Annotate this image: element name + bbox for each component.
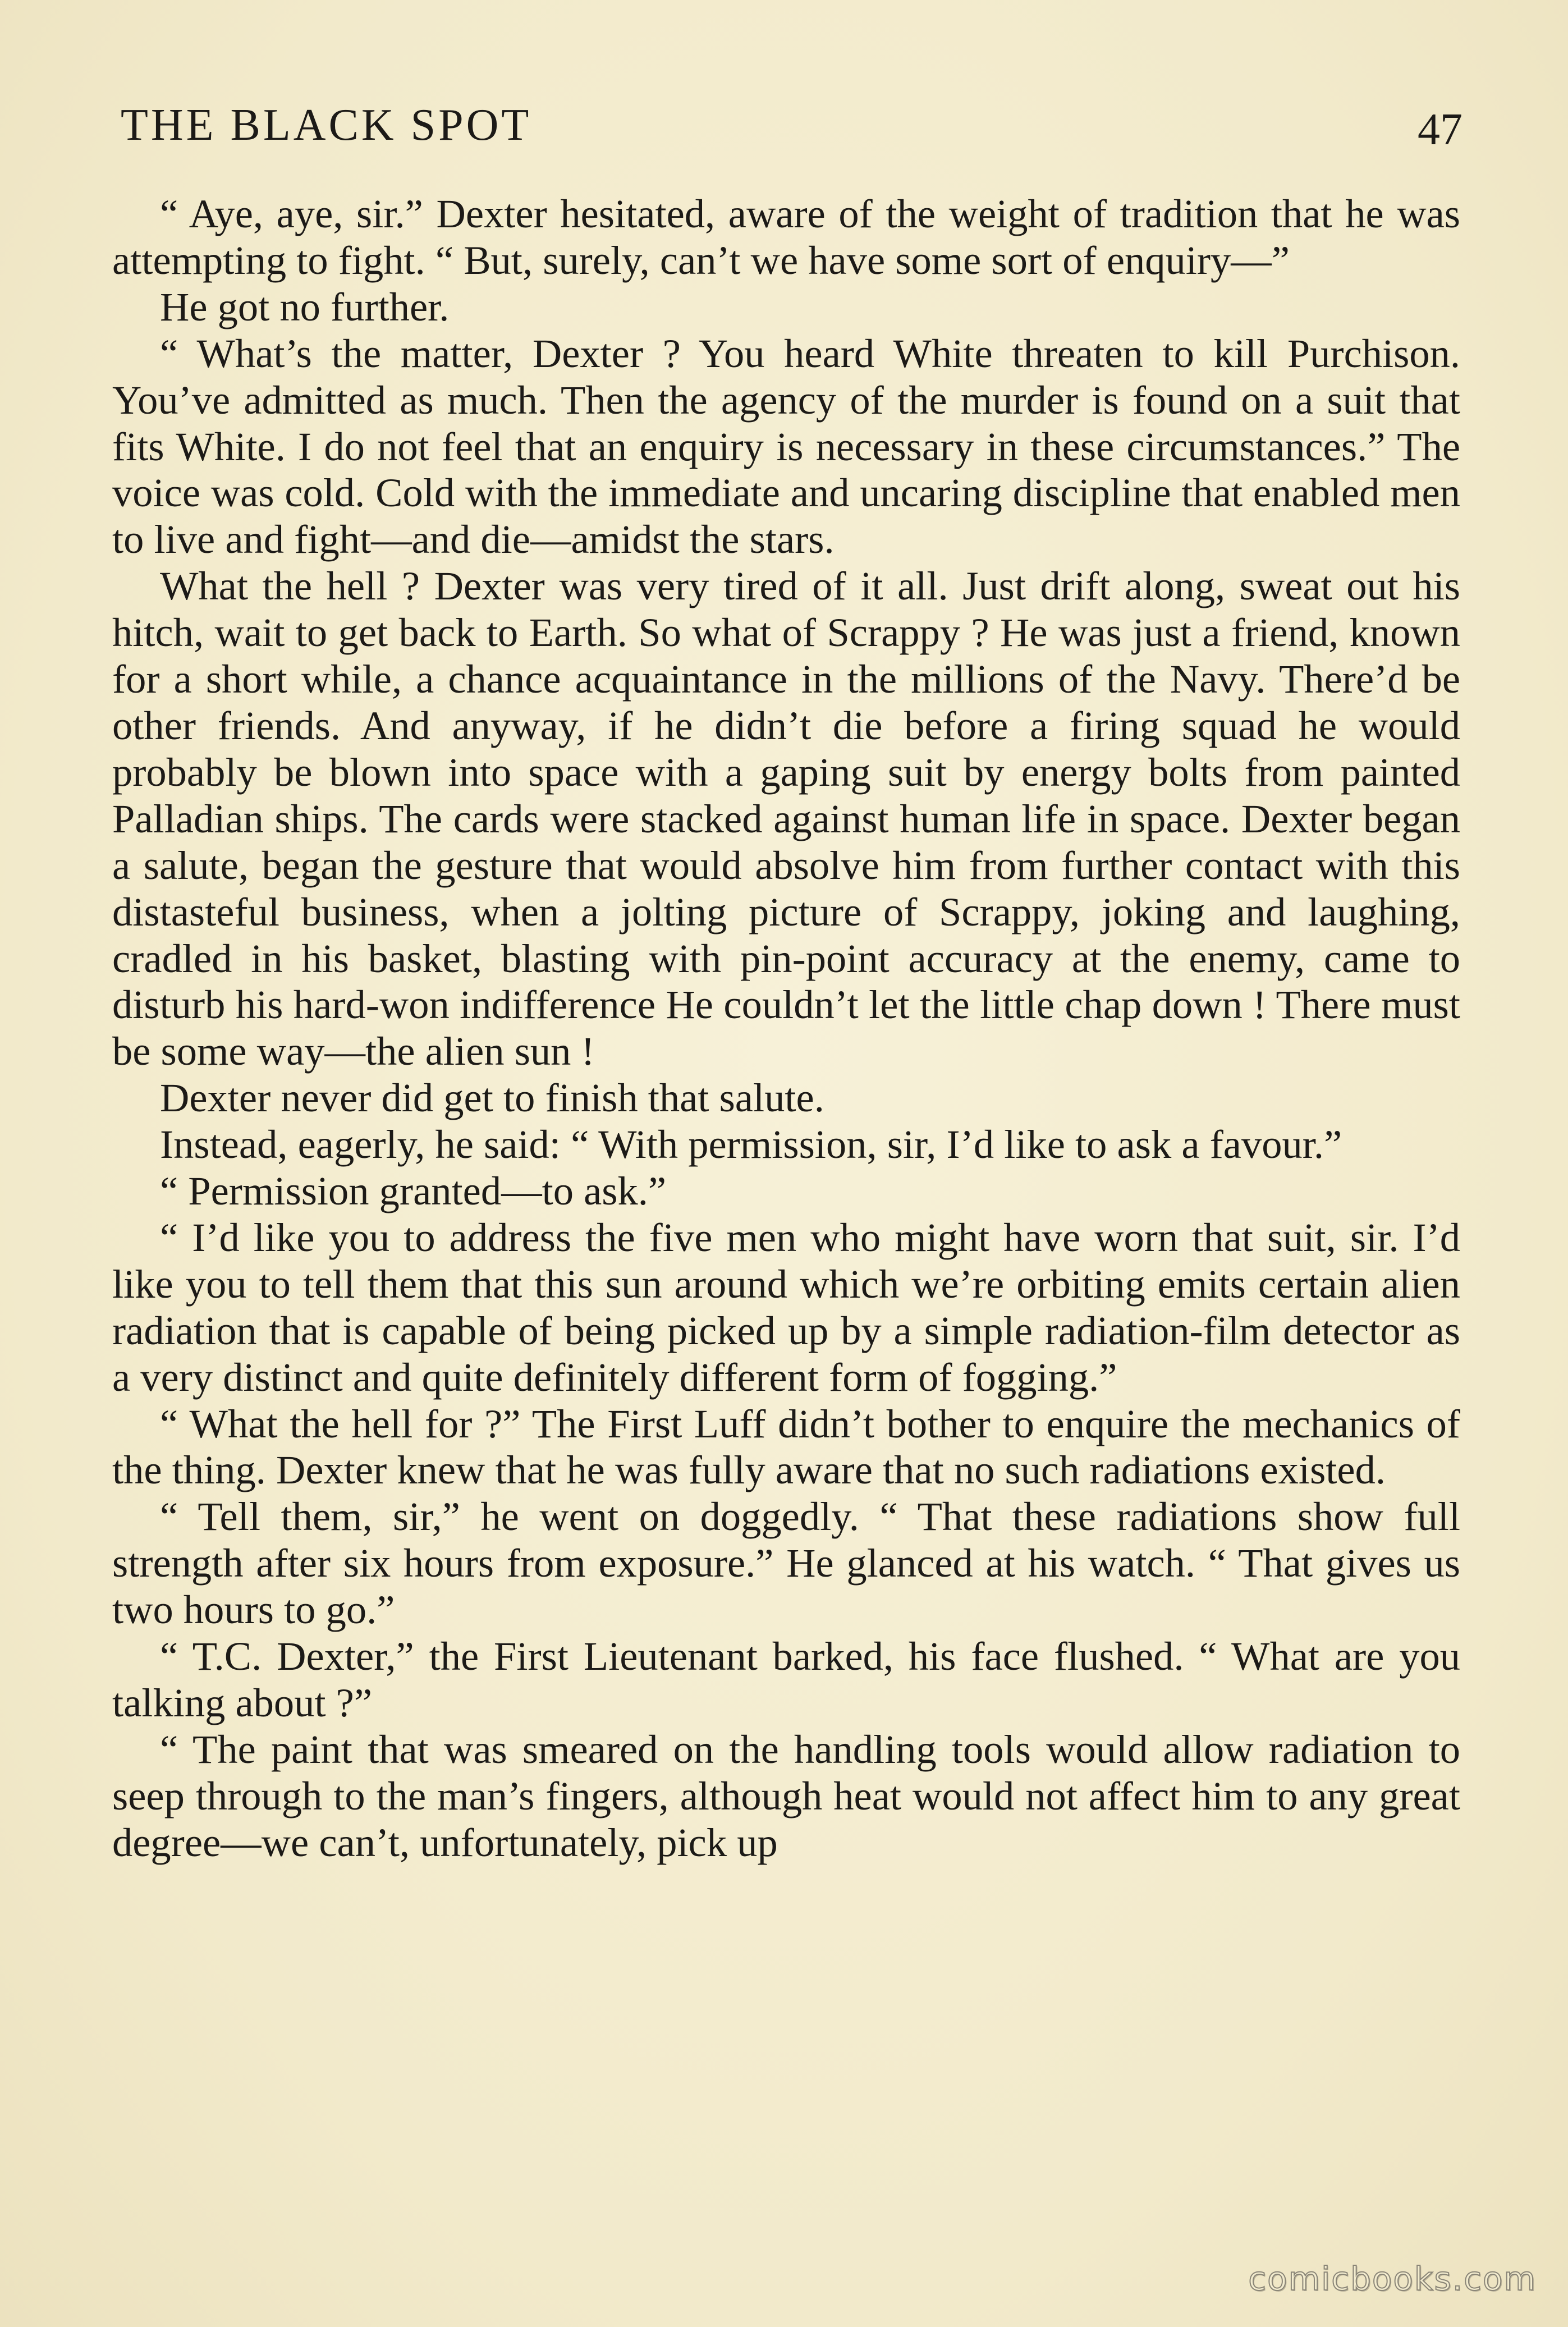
paragraph: “ The paint that was smeared on the handling tools would allow radiation to seep through to the man’s fingers, although heat would not affect him to any great degree—we can’t, unfortunately, pick up	[112, 1726, 1460, 1865]
paragraph: What the hell ? Dexter was very tired of it all. Just drift along, sweat out his hitch, wait to get back to Earth. So what of Scrappy ? He was just a friend, known for a short while, a chance acquaintance in the millions of the Navy. There’d be other friends. And anyway, if he didn’t die before a firing squad he would probably be blown into space with a gaping suit by energy bolts from painted Palladian ships. The cards were stacked against human life in space. Dexter began a salute, began the gesture that would absolve him from further contact with this distasteful business, when a jolting picture of Scrappy, joking and laughing, cradled in his basket, blasting with pin-point accuracy at the enemy, came to disturb his hard-won indifference He couldn’t let the little chap down ! There must be some way—the alien sun !	[112, 563, 1460, 1074]
paragraph: “ What’s the matter, Dexter ? You heard White threaten to kill Purchison. You’ve admitted as much. Then the agency of the murder is found on a suit that fits White. I do not feel that an enquiry is necessary in these circumstances.” The voice was cold. Cold with the immediate and uncaring discipline that enabled men to live and fight—and die—amidst the stars.	[112, 330, 1460, 562]
paragraph: “ Aye, aye, sir.” Dexter hesitated, aware of the weight of tradition that he was attempting to fight. “ But, surely, can’t we have some sort of enquiry—”	[112, 191, 1460, 283]
paragraph: Instead, eagerly, he said: “ With permission, sir, I’d like to ask a favour.”	[160, 1121, 1342, 1167]
site-watermark: comicbooks.com	[1248, 2260, 1537, 2298]
page-number: 47	[1418, 105, 1462, 154]
paragraph: “ I’d like you to address the five men who might have worn that suit, sir. I’d like you to tell them that this sun around which we’re orbiting emits certain alien radiation that is capable of being picked up by a simple radiation-film detector as a very distinct and quite definitely different form of fogging.”	[112, 1214, 1460, 1400]
paragraph: “ What the hell for ?” The First Luff didn’t bother to enquire the mechanics of the thing. Dexter knew that he was fully aware that no such radiations existed.	[112, 1400, 1460, 1493]
paragraph: He got no further.	[160, 283, 450, 329]
paragraph: “ Tell them, sir,” he went on doggedly. “ That these radiations show full strength after six hours from exposure.” He glanced at his watch. “ That gives us two hours to go.”	[112, 1494, 1460, 1633]
paragraph: Dexter never did get to finish that salute.	[160, 1075, 824, 1121]
paragraph: “ Permission granted—to ask.”	[160, 1168, 667, 1214]
running-title: THE BLACK SPOT	[121, 100, 532, 150]
paragraph: “ T.C. Dexter,” the First Lieutenant barked, his face flushed. “ What are you talking about ?”	[112, 1633, 1460, 1725]
body-text	[112, 191, 1460, 1866]
running-head	[121, 94, 1462, 156]
